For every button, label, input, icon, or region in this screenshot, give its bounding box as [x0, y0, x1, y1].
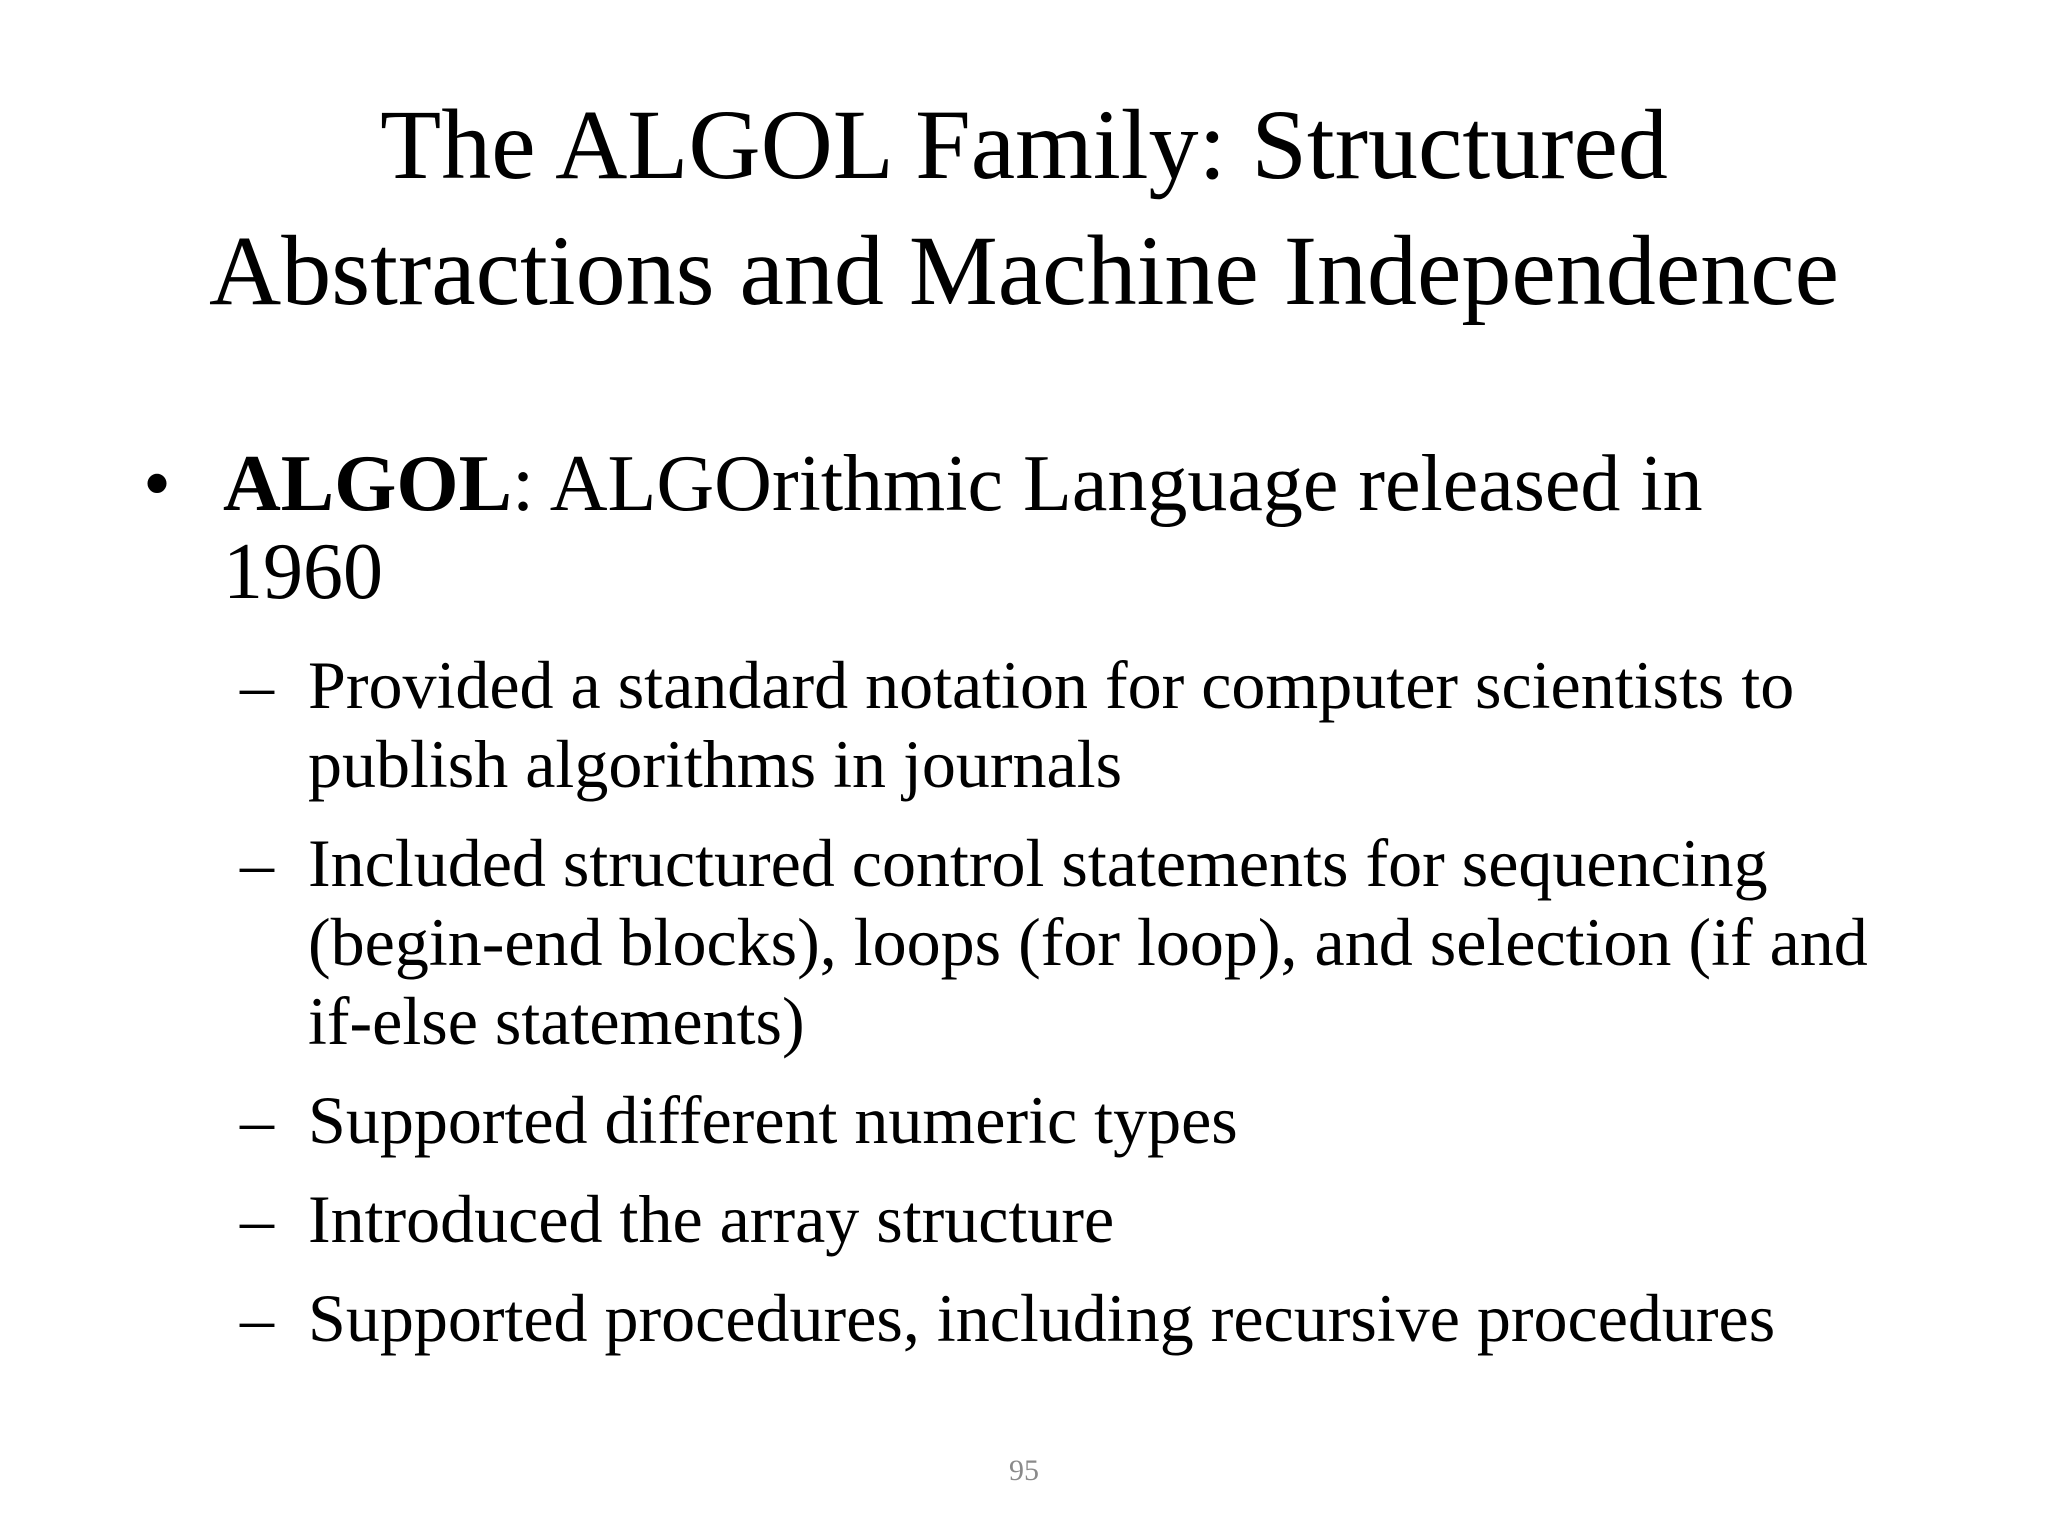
- sub-bullet: [240, 1279, 1940, 1358]
- sub-bullet: [240, 1180, 1940, 1259]
- bullet-description: : ALGOrithmic Language released in 1960: [223, 440, 1703, 616]
- title-line-1: The ALGOL Family: Structured: [380, 89, 1668, 200]
- sub-bullet-text: Provided a standard notation for computer scientists to publish algorithms in journals: [308, 647, 1795, 802]
- sub-bullet-marker: –: [240, 825, 274, 901]
- page-number: 95: [1009, 1454, 1039, 1487]
- sub-bullet: [240, 646, 1940, 804]
- main-bullet-text: [223, 440, 1843, 616]
- bullet-marker: •: [143, 440, 172, 528]
- sub-bullet-text: Supported procedures, including recursive procedures: [308, 1280, 1776, 1356]
- sub-bullet-marker: –: [240, 1280, 274, 1356]
- sub-bullet-marker: –: [240, 1181, 274, 1257]
- slide-title: [0, 82, 2048, 334]
- sub-bullet-text: Supported different numeric types: [308, 1082, 1238, 1158]
- sub-bullet: [240, 824, 1940, 1061]
- sub-bullet-list: [240, 646, 1940, 1378]
- sub-bullet-marker: –: [240, 647, 274, 723]
- sub-bullet-text: Included structured control statements for sequencing (begin-end blocks), loops (for loop), and selection (if and if-else statements): [308, 825, 1868, 1059]
- bullet-term: ALGOL: [223, 440, 512, 528]
- sub-bullet-text: Introduced the array structure: [308, 1181, 1115, 1257]
- sub-bullet: [240, 1081, 1940, 1160]
- title-line-2: Abstractions and Machine Independence: [209, 215, 1839, 326]
- sub-bullet-marker: –: [240, 1082, 274, 1158]
